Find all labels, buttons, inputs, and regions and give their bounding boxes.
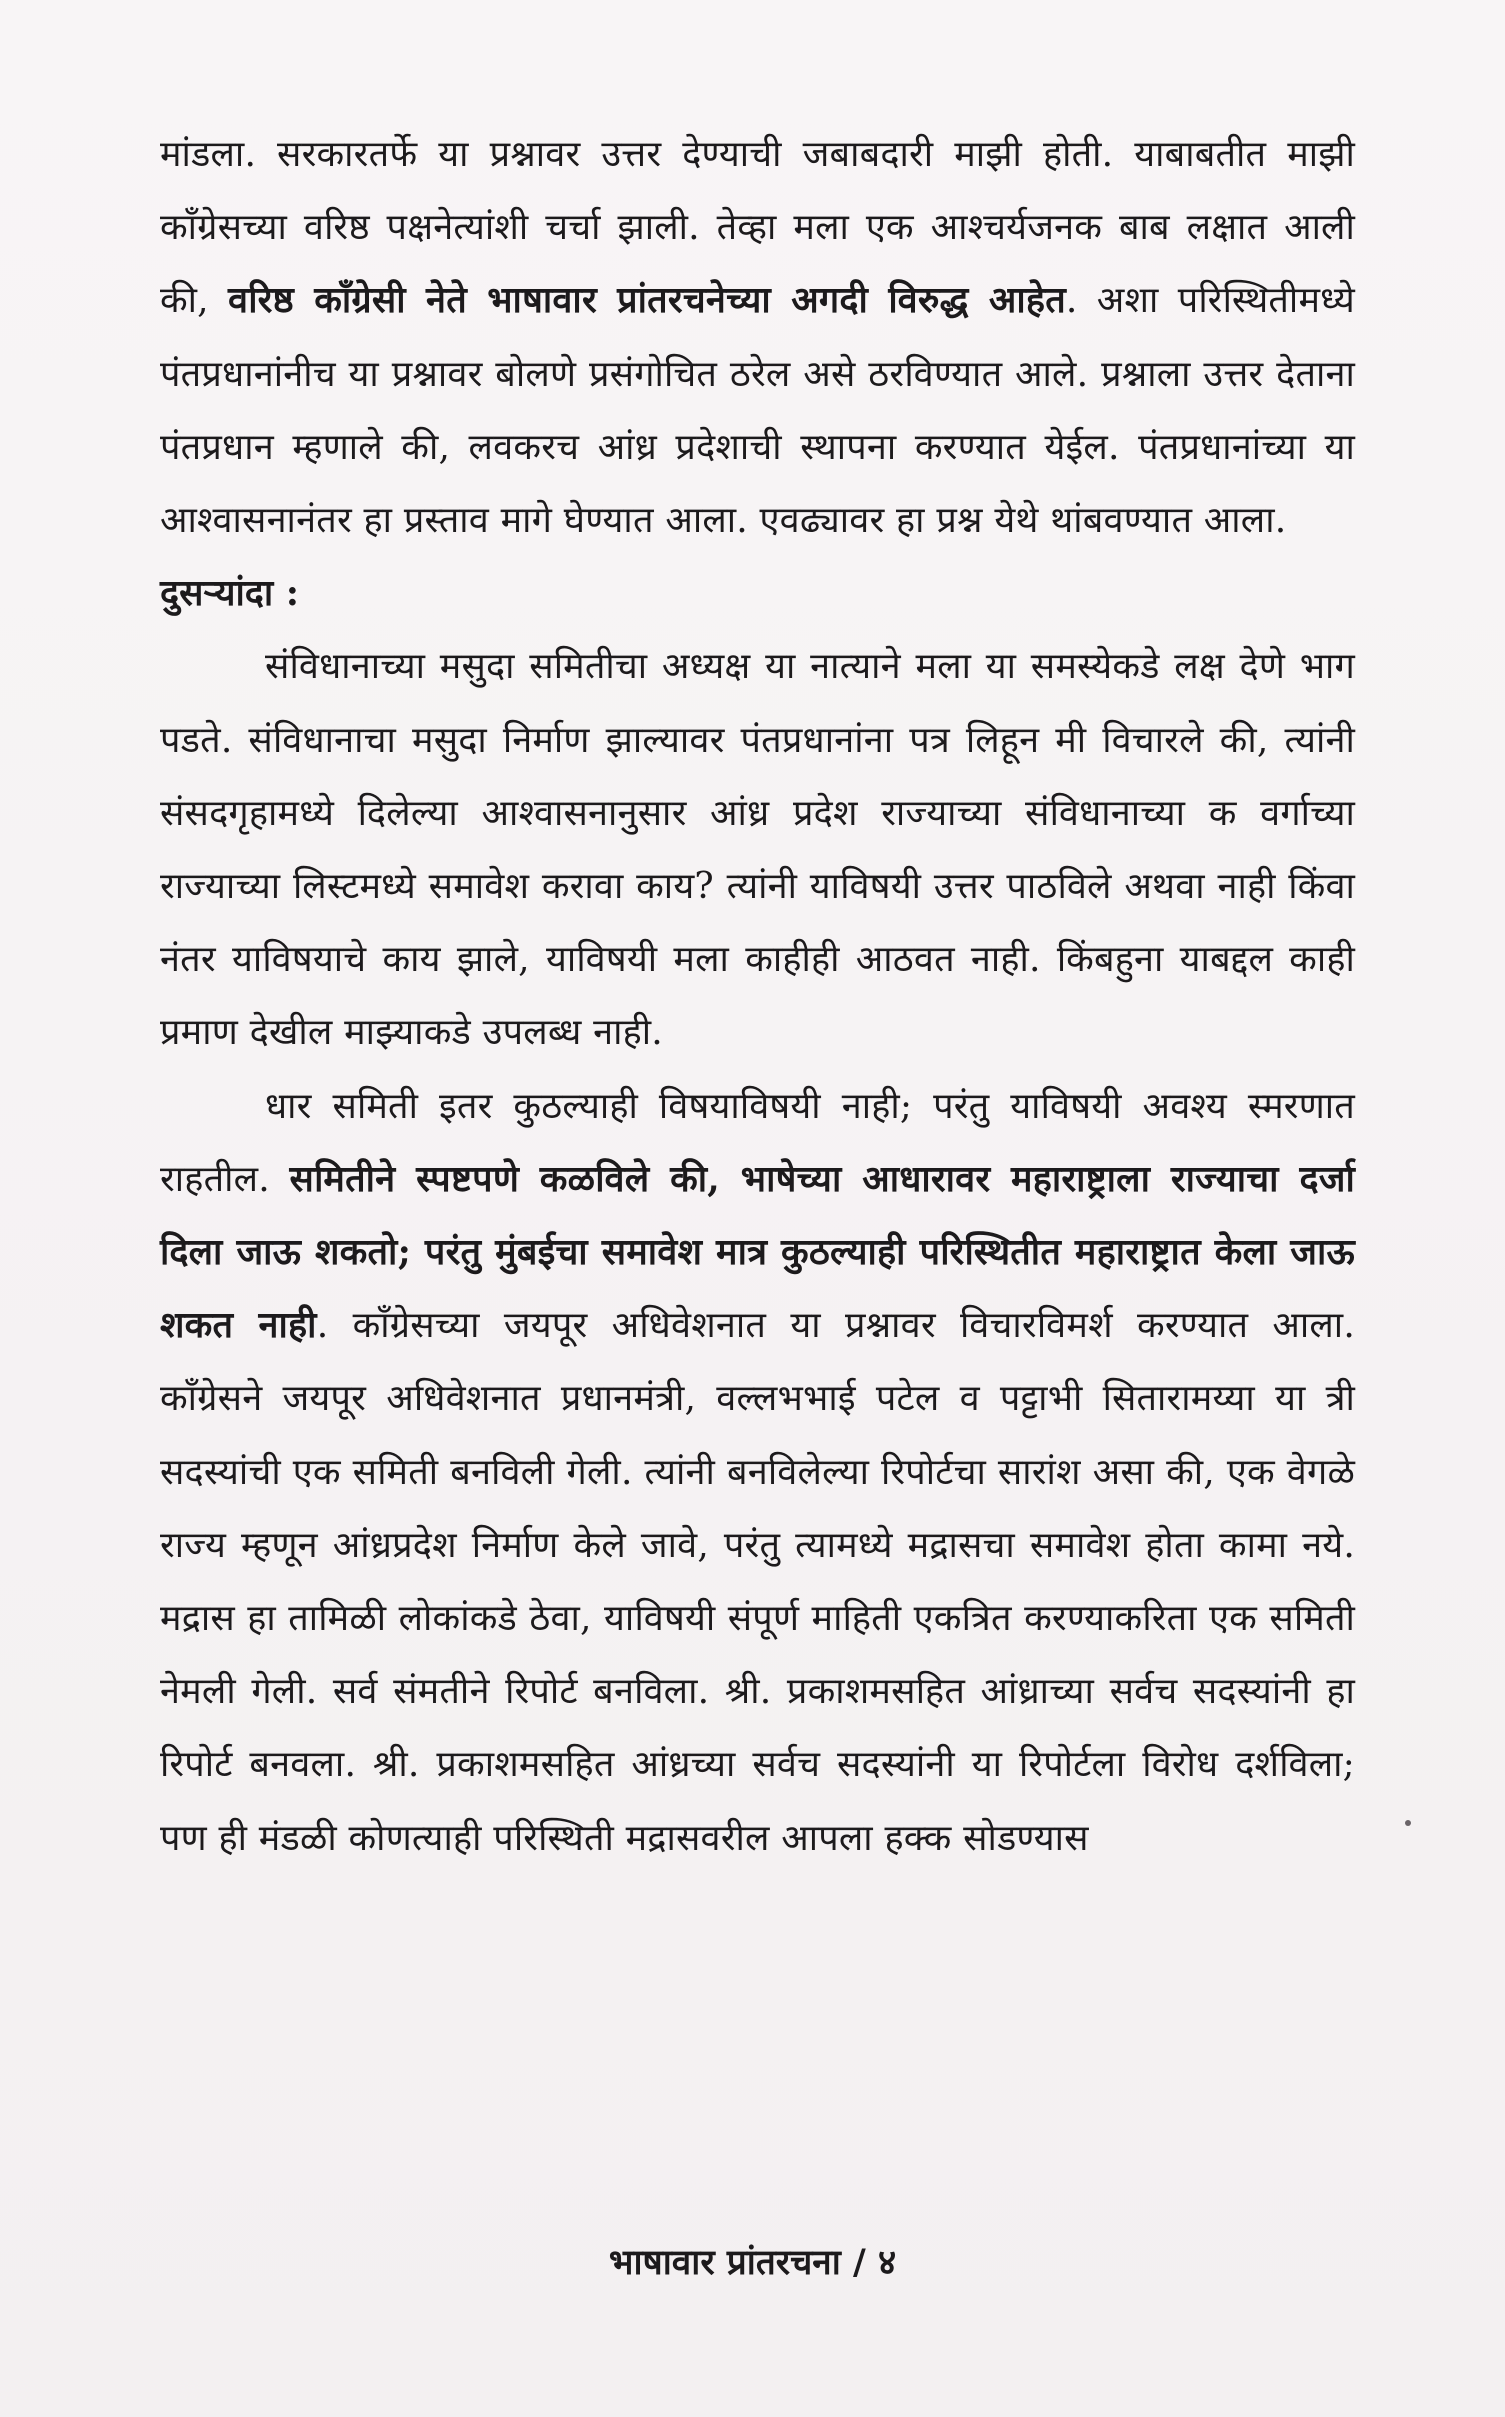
heading-text: दुसऱ्यांदा : [160, 572, 300, 615]
body-text [160, 118, 1355, 1875]
text-run: . काँग्रेसच्या जयपूर अधिवेशनात या प्रश्नावर विचारविमर्श करण्यात आला. काँग्रेसने जयपूर अधिवेशनात प्रधानमंत्री, वल्लभभाई पटेल व पट्टाभी सितारामय्या या त्री सदस्यांची एक समिती बनविली गेली. त्यांनी बनविलेल्या रिपोर्टचा सारांश असा की, एक वेगळे राज्य म्हणून आंध्रप्रदेश निर्माण केले जावे, परंतु त्यामध्ये मद्रासचा समावेश होता कामा नये. मद्रास हा तामिळी लोकांकडे ठेवा, याविषयी संपूर्ण माहिती एकत्रित करण्याकरिता एक समिती नेमली गेली. सर्व संमतीने रिपोर्ट बनविला. श्री. प्रकाशमसहित आंध्राच्या सर्वच सदस्यांनी हा रिपोर्ट बनवला. श्री. प्रकाशमसहित आंध्रच्या सर्वच सदस्यांनी या रिपोर्टला विरोध दर्शविला; पण ही मंडळी कोणत्याही परिस्थिती मद्रासवरील आपला हक्क सोडण्यास [160, 1305, 1355, 1859]
page-footer [0, 2238, 1505, 2285]
bold-text-run: समितीने स्पष्टपणे कळविले की, भाषेच्या आधारावर महाराष्ट्राला राज्याचा दर्जा दिला जाऊ शकतो; परंतु मुंबईचा समावेश मात्र कुठल्याही परिस्थितीत महाराष्ट्रात केला जाऊ शकत नाही [160, 1157, 1355, 1347]
paragraph-2 [160, 630, 1355, 1069]
paragraph-1 [160, 118, 1355, 557]
footer-text: भाषावार प्रांतरचना / ४ [608, 2242, 897, 2283]
text-run: संविधानाच्या मसुदा समितीचा अध्यक्ष या नात्याने मला या समस्येकडे लक्ष देणे भाग पडते. संविधानाचा मसुदा निर्माण झाल्यावर पंतप्रधानांना पत्र लिहून मी विचारले की, त्यांनी संसदगृहामध्ये दिलेल्या आश्वासनानुसार आंध्र प्रदेश राज्याच्या संविधानाच्या क वर्गाच्या राज्याच्या लिस्टमध्ये समावेश करावा काय? त्यांनी याविषयी उत्तर पाठविले अथवा नाही किंवा नंतर याविषयाचे काय झाले, याविषयी मला काहीही आठवत नाही. किंबहुना याबद्दल काही प्रमाण देखील माझ्याकडे उपलब्ध नाही. [160, 646, 1355, 1054]
section-heading [160, 557, 1355, 630]
ink-speck [1405, 1820, 1411, 1826]
text-run: मांडला. सरकारतर्फे या प्रश्नावर उत्तर देण्याची जबाबदारी माझी होती. याबाबतीत माझी काँग्रेसच्या वरिष्ठ पक्षनेत्यांशी चर्चा झाली. तेव्हा मला एक आश्चर्यजनक बाब लक्षात आली की, [160, 134, 1355, 322]
paragraph-3 [160, 1070, 1355, 1875]
text-run: . अशा परिस्थितीमध्ये पंतप्रधानांनीच या प्रश्नावर बोलणे प्रसंगोचित ठरेल असे ठरविण्यात आले. प्रश्नाला उत्तर देताना पंतप्रधान म्हणाले की, लवकरच आंध्र प्रदेशाची स्थापना करण्यात येईल. पंतप्रधानांच्या या आश्वासनानंतर हा प्रस्ताव मागे घेण्यात आला. एवढ्यावर हा प्रश्न येथे थांबवण्यात आला. [160, 280, 1355, 542]
text-run: धार समिती इतर कुठल्याही विषयाविषयी नाही; परंतु याविषयी अवश्य स्मरणात राहतील. [160, 1085, 1355, 1200]
bold-text-run: वरिष्ठ काँग्रेसी नेते भाषावार प्रांतरचनेच्या अगदी विरुद्ध आहेत [228, 279, 1066, 322]
